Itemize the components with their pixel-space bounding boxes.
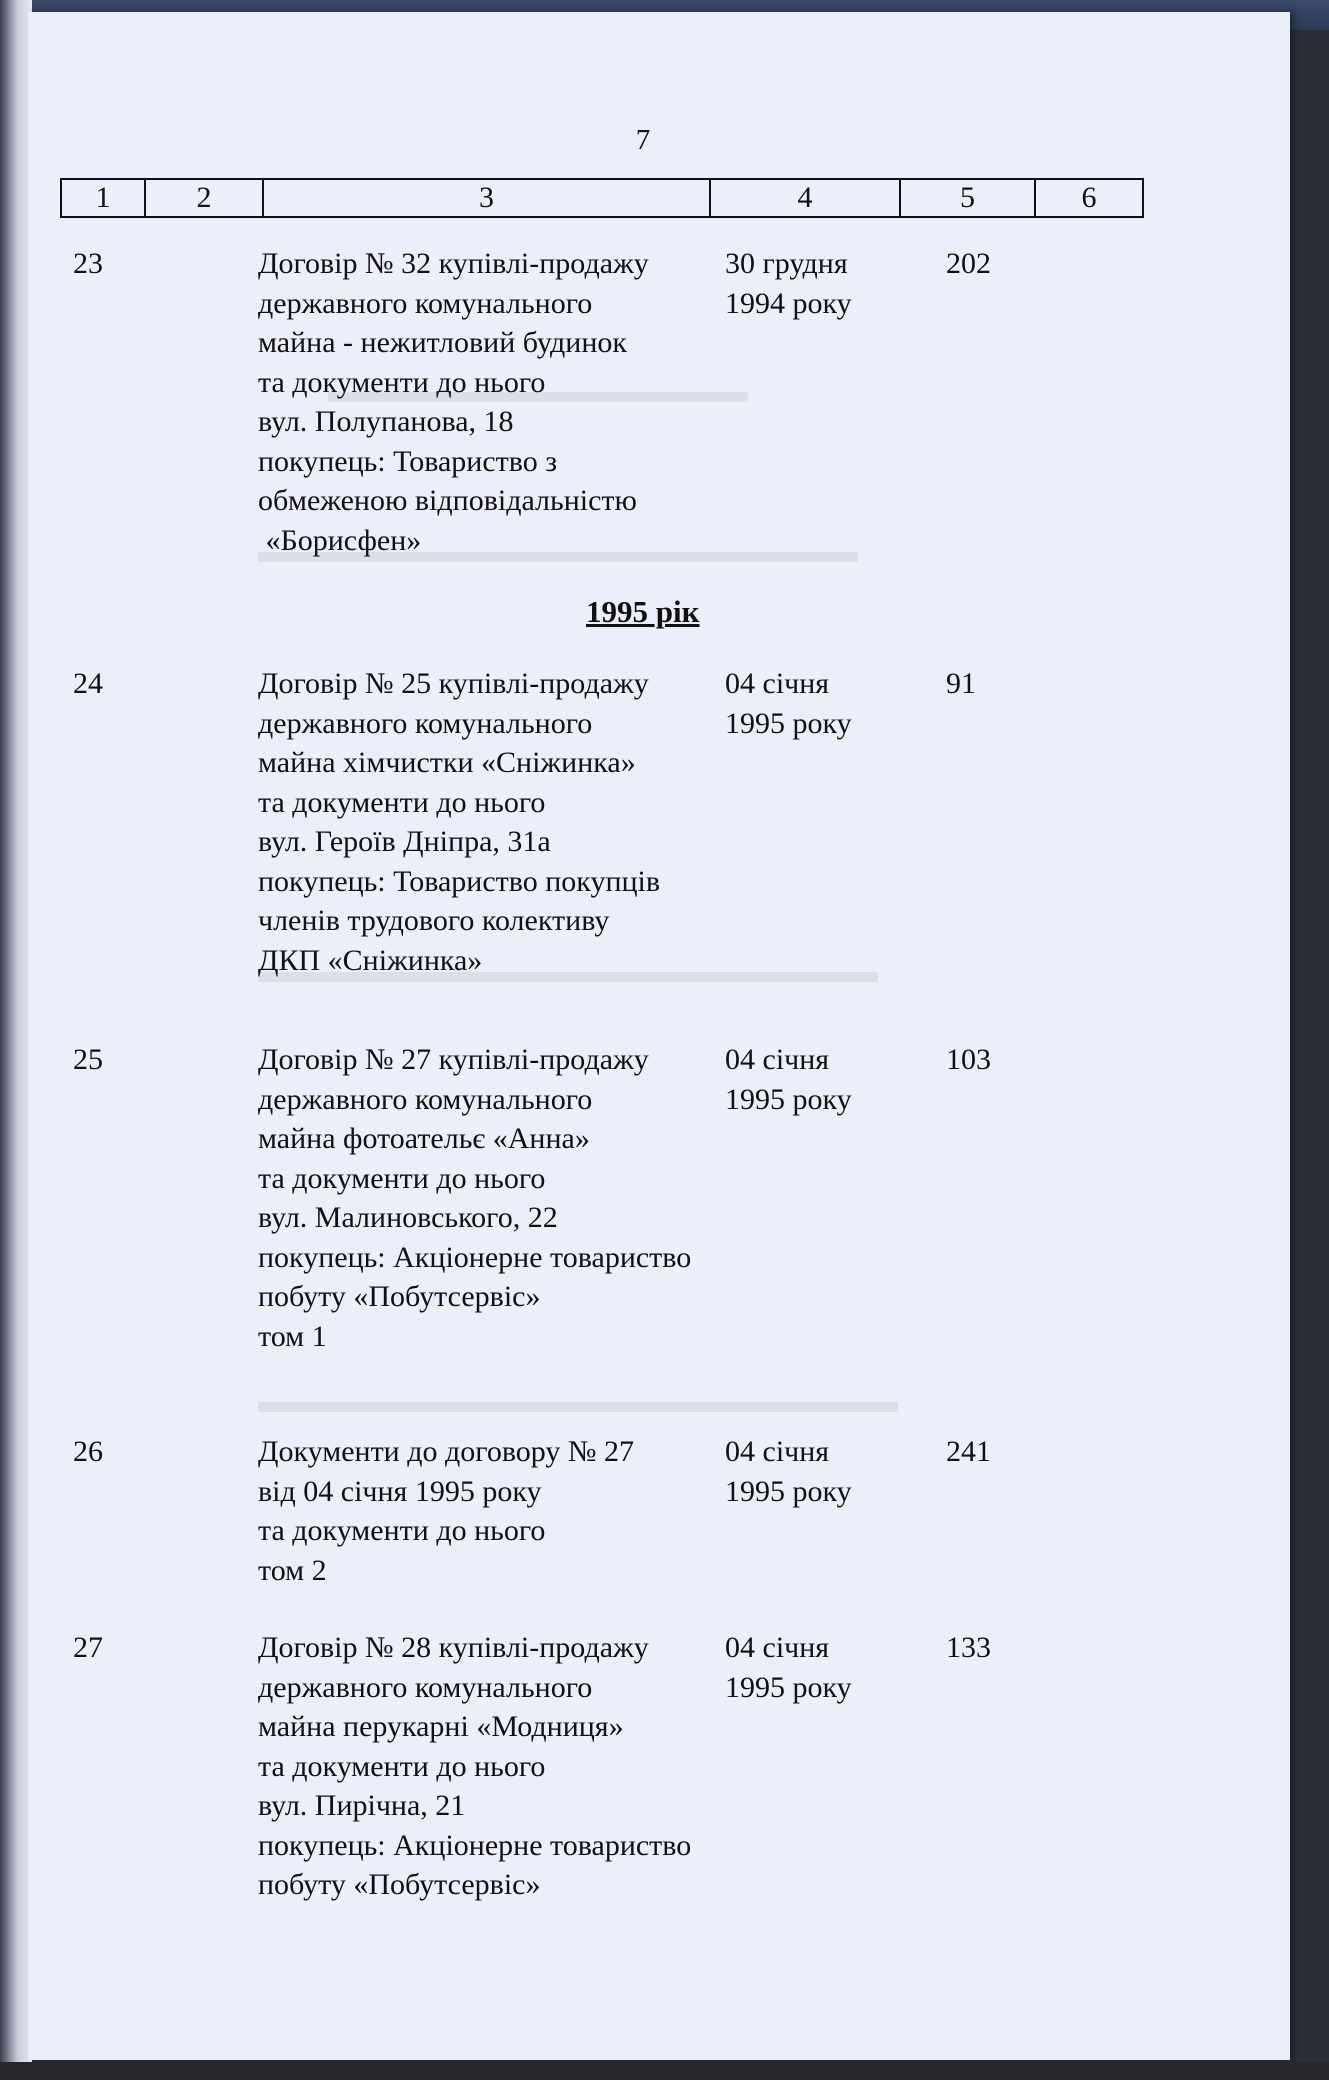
scanner-background [0, 2062, 1329, 2080]
entry-title-line: «Борисфен» [258, 523, 422, 557]
entry-title-line: Договір № 32 купівлі-продажу [258, 247, 649, 280]
entry-title-line: побуту «Побутсервіс» [258, 1280, 541, 1313]
entry-title [258, 1628, 778, 1905]
entry-title-line: та документи до нього [258, 785, 546, 819]
entry-date-line: 04 січня [725, 1043, 830, 1076]
entry-title-line: членів трудового колективу [258, 904, 610, 937]
entry-date [725, 1628, 905, 1707]
header-col-3: 3 [263, 179, 710, 217]
entry-title-line: та документи до нього [258, 365, 546, 399]
entry-page-count: 103 [946, 1043, 991, 1076]
header-col-2: 2 [145, 179, 263, 217]
entry-number: 26 [73, 1435, 103, 1468]
document-page [28, 12, 1290, 2060]
entry-number: 27 [73, 1631, 103, 1664]
entry-number: 24 [73, 667, 103, 700]
entry-title-line: та документи до нього [258, 1514, 546, 1547]
header-col-4: 4 [710, 179, 900, 217]
page-number: 7 [635, 124, 651, 156]
entry-title-line: державного комунального [258, 286, 593, 320]
entry-title-line: побуту «Побутсервіс» [258, 1868, 541, 1901]
entry-title-line: Договір № 27 купівлі-продажу [258, 1043, 649, 1076]
entry-title-line: покупець: Товариство з [258, 444, 558, 478]
entry-date-line: 04 січня [725, 1631, 830, 1664]
entry-number: 25 [73, 1043, 103, 1076]
entry-title-line: вул. Героїв Дніпра, 31а [258, 825, 551, 858]
entry-title-line: Договір № 28 купівлі-продажу [258, 1631, 649, 1664]
entry-title-line: вул. Полупанова, 18 [258, 405, 514, 438]
entry-title-line: майна хімчистки «Сніжинка» [258, 746, 636, 779]
entry-title-line: покупець: Товариство покупців [258, 864, 661, 898]
entry-title-line: том 1 [258, 1319, 327, 1353]
entry-title [258, 1432, 778, 1590]
entry-title-line: Документи до договору № 27 [258, 1435, 635, 1468]
entry-number: 23 [73, 247, 103, 280]
bleed-through-mark [258, 1402, 898, 1412]
entry-title-line: та документи до нього [258, 1749, 546, 1783]
entry-page-count: 133 [946, 1631, 991, 1664]
entry-title-line: від 04 січня 1995 року [258, 1474, 542, 1508]
entry-date-line: 1995 року [725, 1082, 852, 1116]
entry-title-line: державного комунального [258, 1082, 593, 1116]
entry-title-line: Договір № 25 купівлі-продажу [258, 667, 649, 700]
entry-date [725, 244, 905, 323]
year-heading: 1995 рік [586, 594, 700, 629]
entry-title-line: державного комунального [258, 706, 593, 740]
entry-title-line: том 2 [258, 1553, 327, 1587]
header-col-1: 1 [61, 179, 145, 217]
entry-title-line: майна перукарні «Модниця» [258, 1710, 624, 1743]
entry-date-line: 1995 року [725, 1474, 852, 1508]
header-col-5: 5 [900, 179, 1035, 217]
column-header-table [60, 178, 1144, 218]
entry-date-line: 1994 року [725, 286, 852, 320]
entry-date [725, 664, 905, 743]
entry-title-line: державного комунального [258, 1670, 593, 1704]
entry-date-line: 1995 року [725, 1670, 852, 1704]
entry-title-line: ДКП «Сніжинка» [258, 943, 483, 977]
entry-title-line: обмеженою відповідальністю [258, 484, 637, 517]
header-col-6: 6 [1035, 179, 1143, 217]
entry-date [725, 1432, 905, 1511]
entry-title-line: вул. Пирічна, 21 [258, 1789, 466, 1822]
entry-title-line: майна фотоательє «Анна» [258, 1122, 590, 1155]
entry-title-line: вул. Малиновського, 22 [258, 1201, 558, 1234]
entry-title-line: покупець: Акціонерне товариство [258, 1828, 692, 1862]
entry-page-count: 202 [946, 247, 991, 280]
entry-date-line: 04 січня [725, 667, 830, 700]
entry-date-line: 30 грудня [725, 247, 848, 280]
entry-title-line: та документи до нього [258, 1161, 546, 1195]
entry-title-line: майна - нежитловий будинок [258, 326, 627, 359]
entry-page-count: 91 [946, 667, 976, 700]
entry-title [258, 244, 778, 560]
entry-date [725, 1040, 905, 1119]
entry-page-count: 241 [946, 1435, 991, 1468]
entry-date-line: 04 січня [725, 1435, 830, 1468]
entry-title-line: покупець: Акціонерне товариство [258, 1240, 692, 1274]
entry-title [258, 1040, 778, 1356]
entry-title [258, 664, 778, 980]
entry-date-line: 1995 року [725, 706, 852, 740]
